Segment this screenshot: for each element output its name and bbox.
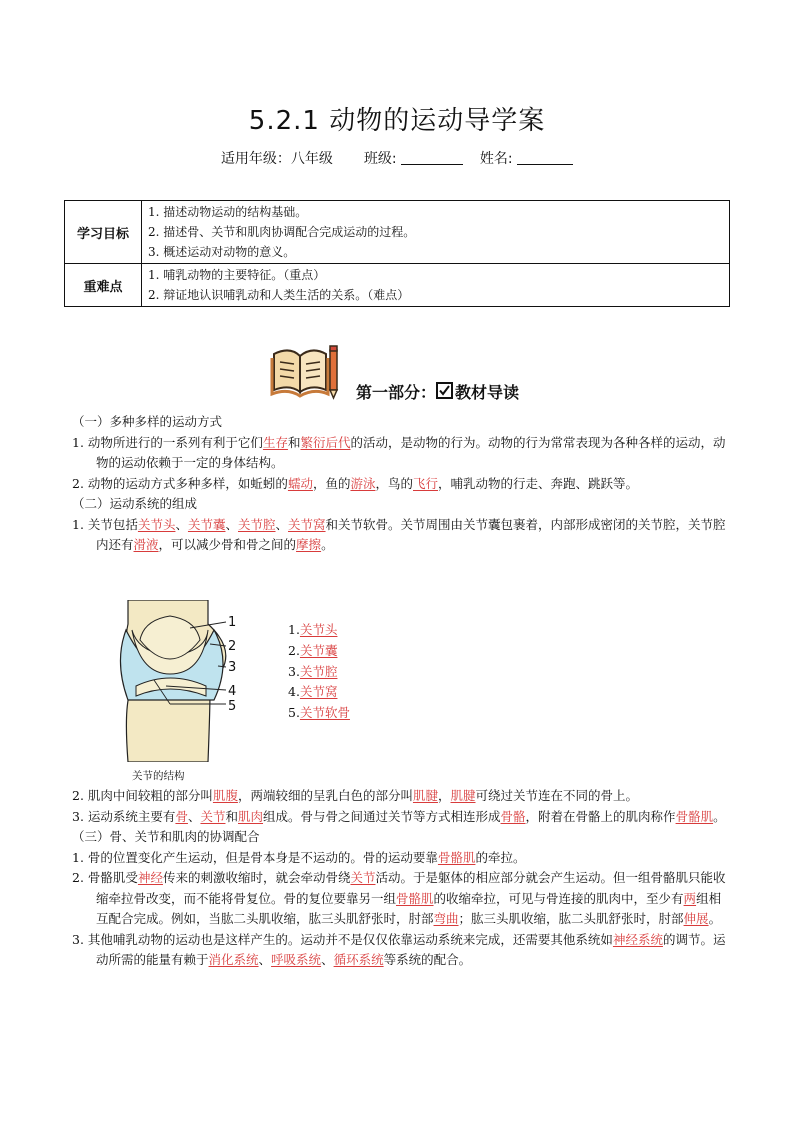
answer-blank: 肌肉 [238, 808, 264, 824]
class-label: 班级: [363, 151, 397, 167]
answer-blank: 肌腱 [450, 788, 476, 803]
keys-row [65, 264, 730, 307]
part2-paragraph-1: 1. 关节包括关节头、关节囊、关节腔、关节窝和关节软骨。关节周围由关节囊包裹着，内部形成密闭的关节腔，关节腔内还有滑液，可以减少骨和骨之间的摩擦。 [72, 516, 726, 552]
page-subtitle [0, 148, 794, 168]
section-title [356, 380, 519, 403]
goals-row [65, 201, 730, 264]
answer-blank: 消化系统 [208, 952, 259, 967]
section-title-rest: 教材导读 [455, 383, 520, 402]
answer-blank: 神经 [137, 870, 163, 885]
goals-table [64, 200, 730, 307]
goals-cell [142, 201, 730, 264]
answer-blank: 关节腔 [238, 516, 276, 532]
list-item: 1.关节头 [288, 622, 338, 637]
figure-caption: 关节的结构 [132, 770, 185, 782]
grade-label: 适用年级：八年级 [220, 151, 333, 167]
key-item: 1. 哺乳动物的主要特征。（重点） [148, 268, 326, 282]
answer-blank: 蠕动 [287, 475, 313, 491]
figure-label: 1 [228, 615, 237, 630]
answer-blank: 两 [683, 890, 697, 906]
name-blank-field[interactable] [517, 150, 573, 165]
part1-paragraph-2: 2. 动物的运动方式多种多样，如蚯蚓的蠕动，鱼的游泳，鸟的飞行，哺乳动物的行走、奔跑、跳跃等。 [72, 475, 639, 491]
checkbox-checked-icon [436, 382, 453, 399]
answer-blank: 骨 [175, 808, 188, 824]
part3-paragraph-2: 2. 骨骼肌受神经传来的刺激收缩时，就会牵动骨绕关节活动。于是躯体的相应部分就会产生运动。但一组骨骼肌只能收缩牵拉骨改变，而不能将骨复位。骨的复位要靠另一组骨骼肌的收缩牵拉，可见与骨连接的肌肉中，至少有两组相互配合完成。例如，当肱二头肌收缩，肱三头肌舒张时，肘部弯曲；肱三头肌收缩，肱二头肌舒张时，肘部伸展。 [72, 870, 726, 926]
answer-blank: 关节窝 [288, 516, 326, 532]
figure-answer-list [288, 620, 350, 724]
part2-paragraph-2: 2. 肌肉中间较粗的部分叫肌腹，两端较细的呈乳白色的部分叫肌腱，肌腱可绕过关节连在不同的骨上。 [72, 788, 639, 803]
answer-blank: 滑液 [133, 537, 159, 552]
keys-cell [142, 264, 730, 307]
goals-header: 学习目标 [65, 201, 142, 264]
part1-heading: （一）多种多样的运动方式 [72, 414, 223, 429]
joint-structure-diagram [110, 600, 250, 762]
answer-blank: 骨骼肌 [675, 808, 714, 824]
answer-blank: 呼吸系统 [271, 952, 322, 967]
figure-label: 5 [228, 699, 237, 714]
key-item: 2. 辩证地认识哺乳动和人类生活的关系。（难点） [148, 288, 410, 302]
answer-blank: 骨骼 [500, 808, 526, 824]
part3-block [72, 786, 732, 971]
answer-blank: 关节囊 [187, 516, 226, 532]
open-book-pencil-icon [270, 340, 342, 402]
answer-blank: 生存 [262, 434, 288, 450]
part3-heading: （三）骨、关节和肌肉的协调配合 [72, 829, 260, 844]
answer-blank: 伸展 [683, 911, 709, 926]
goal-item: 2. 描述骨、关节和肌肉协调配合完成运动的过程。 [148, 225, 416, 239]
answer-blank: 游泳 [350, 475, 376, 491]
page-title: 5.2.1 动物的运动导学案 [248, 106, 546, 136]
answer-blank: 关节 [350, 870, 376, 885]
answer-blank: 摩擦 [296, 537, 322, 552]
answer-blank: 骨骼肌 [437, 849, 476, 865]
part2-paragraph-3: 3. 运动系统主要有骨、关节和肌肉组成。骨与骨之间通过关节等方式相连形成骨骼，附着在骨骼上的肌肉称作骨骼肌。 [72, 808, 726, 824]
answer-blank: 肌腱 [412, 788, 438, 803]
answer-blank: 关节头 [137, 516, 176, 532]
figure-label: 4 [228, 684, 237, 699]
goal-item: 1. 描述动物运动的结构基础。 [148, 205, 308, 219]
figure-label: 3 [228, 660, 237, 675]
answer-blank: 飞行 [413, 475, 439, 491]
list-item: 5.关节软骨 [288, 705, 350, 721]
part1-paragraph-1: 1. 动物所进行的一系列有利于它们生存和繁衍后代的活动，是动物的行为。动物的行为常常表现为各种各样的运动，动物的运动依赖于一定的身体结构。 [72, 434, 726, 470]
part3-paragraph-3: 3. 其他哺乳动物的运动也是这样产生的。运动并不是仅仅依靠运动系统来完成，还需要其他系统如神经系统的调节。运动所需的能量有赖于消化系统、呼吸系统、循环系统等系统的配合。 [72, 931, 726, 967]
answer-blank: 肌腹 [212, 788, 238, 803]
figure-label: 2 [228, 639, 237, 654]
answer-blank: 繁衍后代 [300, 434, 351, 450]
answer-blank: 弯曲 [433, 911, 459, 926]
part3-paragraph-1: 1. 骨的位置变化产生运动，但是骨本身是不运动的。骨的运动要靠骨骼肌的牵拉。 [72, 849, 526, 865]
part2-heading: （二）运动系统的组成 [72, 496, 198, 511]
answer-blank: 循环系统 [333, 952, 384, 967]
list-item: 3.关节腔 [288, 663, 338, 679]
answer-blank: 神经系统 [612, 931, 663, 947]
list-item: 2.关节囊 [288, 642, 338, 658]
goal-item: 3. 概述运动对动物的意义。 [148, 245, 296, 259]
class-blank-field[interactable] [401, 150, 463, 165]
section-title-prefix: 第一部分： [356, 383, 437, 402]
keys-header: 重难点 [65, 264, 142, 307]
answer-blank: 骨骼肌 [396, 890, 434, 906]
list-item: 4.关节窝 [288, 684, 338, 700]
part1-block [72, 412, 732, 556]
answer-blank: 关节 [200, 808, 226, 824]
name-label: 姓名: [479, 151, 513, 167]
